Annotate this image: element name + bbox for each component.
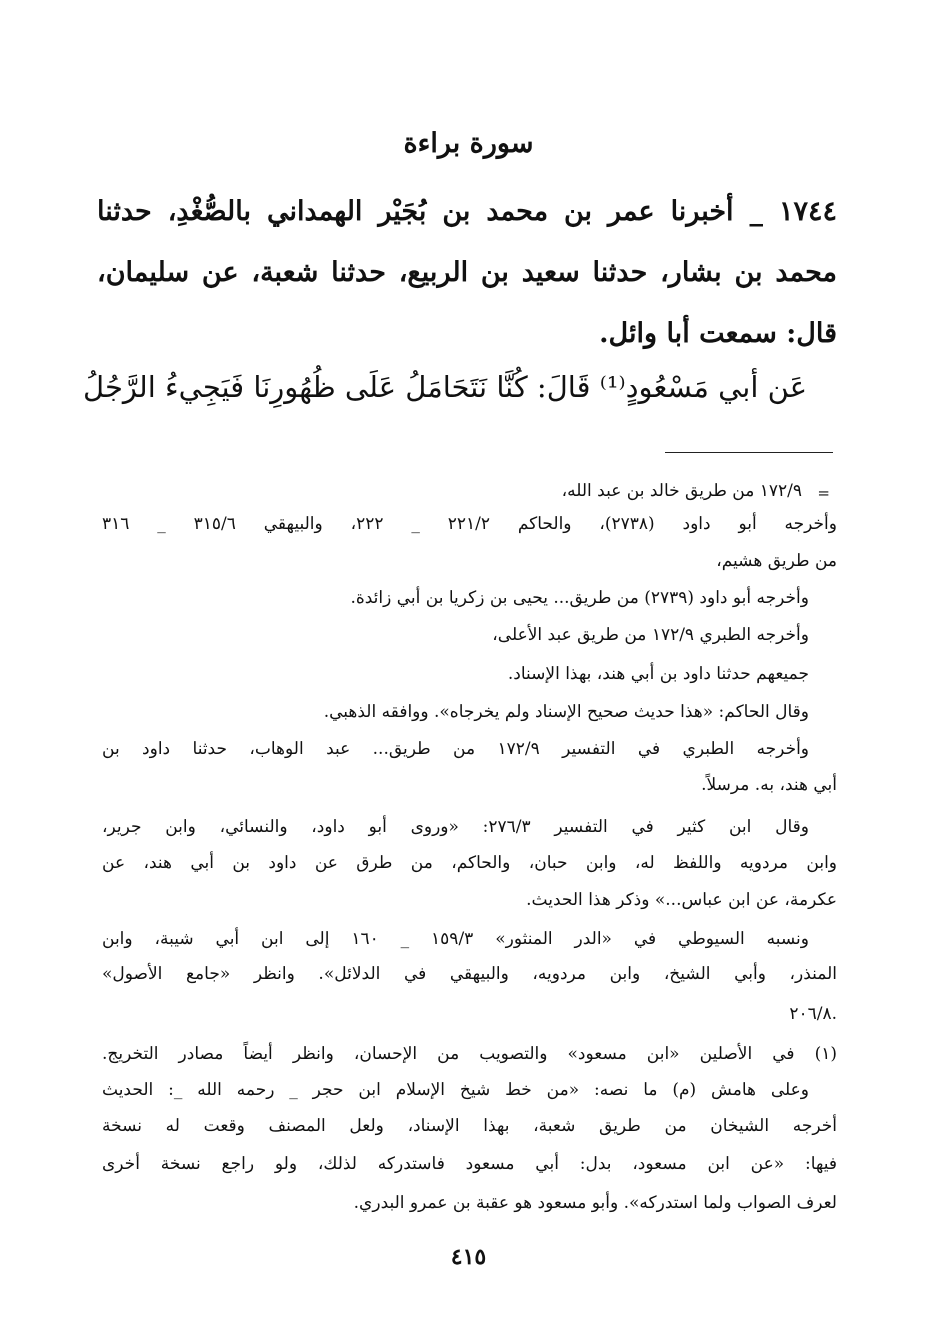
footnote-line: جميعهم حدثنا داود بن أبي هند، بهذا الإسناد. xyxy=(507,664,809,684)
footnote-line: من طريق هشيم، xyxy=(716,551,837,571)
footnote-line: المنذر، وأبي الشيخ، وابن مردويه، والبيهقي في الدلائل». وانظر «جامع الأصول» xyxy=(102,964,837,984)
footnote-line: فيها: «عن ابن مسعود، بدل: أبي مسعود فاستدركه لذلك، ولو راجع نسخة أخرى xyxy=(102,1154,837,1174)
footnote-line: (١) في الأصلين «ابن مسعود» والتصويب من الإحسان، وانظر أيضاً مصادر التخريج. xyxy=(102,1044,837,1064)
hadith-line: ١٧٤٤ _ أخبرنا عمر بن محمد بن بُجَيْر الهمداني بالصُّغْدِ، حدثنا xyxy=(97,196,837,227)
footnote-line: عكرمة، عن ابن عباس...» وذكر هذا الحديث. xyxy=(526,890,837,910)
footnote-line: أبي هند، به. مرسلاً. xyxy=(701,775,837,795)
footnote-line: وأخرجه الطبري ١٧٢/٩ من طريق عبد الأعلى، xyxy=(492,625,809,645)
quran-verse-line: عَن أبي مَسْعُودٍ⁽¹⁾ قَالَ: كُنَّا نَتَحَامَلُ عَلَى ظُهُورِنَا فَيَجِيءُ الرَّجُلُ xyxy=(83,370,807,404)
footnote-line: ١٧٢/٩ من طريق خالد بن عبد الله، xyxy=(561,481,802,501)
footnote-line: لعرف الصواب ولما استدركه». وأبو مسعود هو عقبة بن عمرو البدري. xyxy=(353,1193,837,1213)
hadith-line: محمد بن بشار، حدثنا سعيد بن الربيع، حدثنا شعبة، عن سليمان، xyxy=(97,257,837,288)
surah-title: سورة براءة xyxy=(403,128,534,159)
footnote-line: وقال ابن كثير في التفسير ٢٧٦/٣: «وروى أبو داود، والنسائي، وابن جرير، xyxy=(102,817,809,837)
footnote-line: وأخرجه الطبري في التفسير ١٧٢/٩ من طريق... عبد الوهاب، حدثنا داود بن xyxy=(102,739,810,759)
footnote-separator xyxy=(665,452,833,453)
footnote-line: أخرجه الشيخان من طريق شعبة، بهذا الإسناد، ولعل المصنف وقعت له نسخة xyxy=(102,1116,837,1136)
continuation-marker: = xyxy=(817,484,830,502)
footnote-line: وأخرجه أبو داود (٢٧٣٩) من طريق... يحيى بن زكريا بن أبي زائدة. xyxy=(350,588,809,608)
footnote-line: وابن مردويه واللفظ له، وابن حبان، والحاكم، من طرق عن داود بن أبي هند، عن xyxy=(102,853,837,873)
footnote-line: وقال الحاكم: «هذا حديث صحيح الإسناد ولم يخرجاه». ووافقه الذهبي. xyxy=(323,702,809,722)
hadith-line: قال: سمعت أبا وائل. xyxy=(599,318,837,349)
footnote-line: وعلى هامش (م) ما نصه: «من خط شيخ الإسلام ابن حجر _ رحمه الله _: الحديث xyxy=(102,1080,809,1100)
footnote-line: ونسبه السيوطي في «الدر المنثور» ١٥٩/٣ _ ١٦٠ إلى ابن أبي شيبة، وابن xyxy=(102,929,809,949)
footnote-line: .٢٠٦/٨ xyxy=(789,1004,837,1024)
page-number: ٤١٥ xyxy=(450,1244,487,1270)
footnote-line: وأخرجه أبو داود (٢٧٣٨)، والحاكم ٢٢١/٢ _ ٢٢٢، والبيهقي ٣١٥/٦ _ ٣١٦ xyxy=(102,514,837,534)
